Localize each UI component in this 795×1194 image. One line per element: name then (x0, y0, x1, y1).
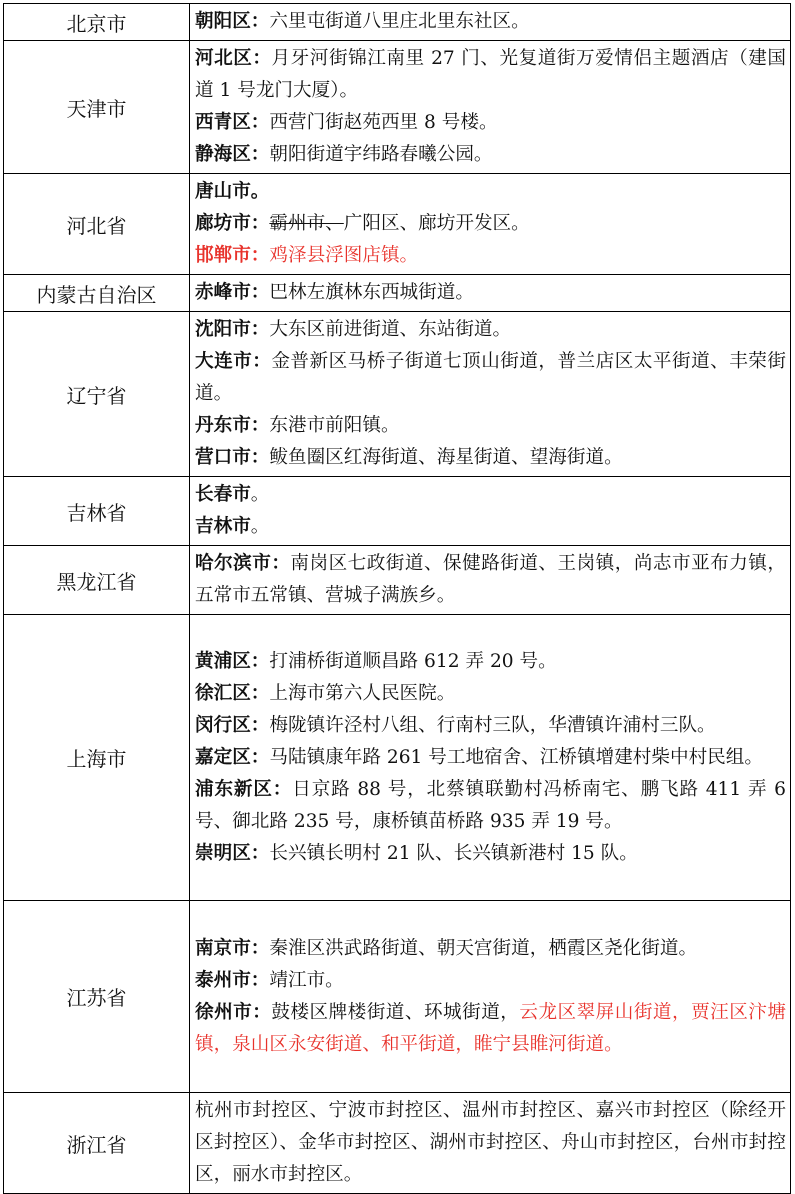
city-label: 朝阳区： (195, 11, 270, 32)
area-text: 秦淮区洪武路街道、朝天宫街道，栖霞区尧化街道。 (269, 937, 698, 959)
city-label: 泰州市： (195, 969, 270, 991)
list-item (195, 139, 786, 171)
table-row (4, 312, 791, 477)
list-item (195, 838, 786, 870)
list-item (195, 742, 786, 774)
table-row (4, 477, 791, 546)
list-item (195, 710, 786, 742)
list-item (195, 314, 786, 346)
city-label: 长春市 (195, 484, 251, 505)
area-text: 梅陇镇许泾村八组、行南村三队，华漕镇许浦村三队。 (269, 714, 716, 736)
region-detail (190, 477, 791, 546)
highlighted-area-text: 云龙区翠屏山街道，贾汪区汴塘镇，泉山区永安街道、和平街道，睢宁县睢河街道。 (195, 1001, 786, 1055)
city-label: 徐汇区： (195, 682, 270, 704)
city-label: 静海区： (195, 144, 270, 165)
table-row (4, 1093, 791, 1194)
city-label: 唐山市。 (195, 181, 270, 202)
region-name: 内蒙古自治区 (4, 275, 190, 312)
list-item (195, 548, 786, 612)
city-label: 沈阳市： (195, 319, 270, 340)
list-item (195, 176, 786, 208)
region-detail (190, 41, 791, 174)
city-label: 邯郸市： (195, 245, 270, 266)
area-text: 南岗区七政街道、保健路街道、王岗镇，尚志市亚布力镇，五常市五常镇、营城子满族乡。 (195, 553, 786, 606)
list-item (195, 997, 786, 1061)
area-text: 金普新区马桥子街道七顶山街道，普兰店区太平街道、丰荣街道。 (195, 351, 786, 404)
city-label: 嘉定区： (195, 746, 270, 768)
list-item (195, 442, 786, 474)
area-text: 六里屯街道八里庄北里东社区。 (269, 11, 530, 32)
region-table (3, 3, 791, 1194)
list-item (195, 208, 786, 240)
area-text: 。 (250, 484, 270, 505)
list-item (195, 1095, 786, 1191)
area-text: 鲅鱼圈区红海街道、海星街道、望海街道。 (269, 447, 623, 468)
area-text: 靖江市。 (269, 969, 344, 991)
list-item (195, 240, 786, 272)
city-label: 西青区： (195, 112, 270, 133)
region-name: 浙江省 (4, 1093, 190, 1194)
list-item (195, 43, 786, 107)
table-row (4, 546, 791, 615)
city-label: 浦东新区： (195, 778, 293, 800)
region-detail (190, 312, 791, 477)
city-label: 黄浦区： (195, 650, 270, 672)
city-label: 廊坊市： (195, 213, 270, 234)
region-name: 辽宁省 (4, 312, 190, 477)
area-text: 西营门街赵苑西里 8 号楼。 (269, 112, 498, 133)
struck-text: 霸州市、 (269, 213, 344, 234)
region-detail (190, 546, 791, 615)
city-label: 南京市： (195, 937, 270, 959)
list-item (195, 479, 786, 511)
city-label: 营口市： (195, 447, 270, 468)
city-label: 崇明区： (195, 842, 270, 864)
city-label: 河北区： (195, 48, 272, 69)
region-detail (190, 4, 791, 41)
area-text: 鸡泽县浮图店镇。 (269, 245, 419, 266)
city-label: 大连市： (195, 351, 272, 372)
area-text: 东港市前阳镇。 (269, 415, 400, 436)
region-name: 江苏省 (4, 901, 190, 1093)
area-text: 广阳区、廊坊开发区。 (343, 213, 530, 234)
region-detail (190, 615, 791, 901)
area-text: 。 (250, 516, 270, 537)
table-row (4, 41, 791, 174)
area-text: 日京路 88 号，北蔡镇联勤村冯桥南宅、鹏飞路 411 弄 6 号、御北路 235 号，康桥镇苗桥路 935 弄 19 号。 (195, 778, 786, 832)
table-row (4, 275, 791, 312)
region-name: 北京市 (4, 4, 190, 41)
list-item (195, 107, 786, 139)
region-detail (190, 901, 791, 1093)
city-label: 吉林市 (195, 516, 251, 537)
list-item (195, 965, 786, 997)
list-item (195, 774, 786, 838)
region-detail (190, 1093, 791, 1194)
table-row (4, 174, 791, 275)
city-label: 徐州市： (195, 1001, 272, 1023)
list-item (195, 346, 786, 410)
table-row (4, 4, 791, 41)
region-name: 黑龙江省 (4, 546, 190, 615)
list-item (195, 933, 786, 965)
list-item (195, 511, 786, 543)
list-item (195, 6, 786, 38)
region-name: 吉林省 (4, 477, 190, 546)
area-text: 上海市第六人民医院。 (269, 682, 456, 704)
area-text: 杭州市封控区、宁波市封控区、温州市封控区、嘉兴市封控区（除经开区封控区）、金华市封控区、湖州市封控区、舟山市封控区，台州市封控区，丽水市封控区。 (195, 1100, 786, 1185)
list-item (195, 646, 786, 678)
table-row (4, 615, 791, 901)
area-text: 大东区前进街道、东站街道。 (269, 319, 512, 340)
city-label: 闵行区： (195, 714, 270, 736)
region-name: 河北省 (4, 174, 190, 275)
list-item (195, 410, 786, 442)
city-label: 哈尔滨市： (195, 553, 291, 574)
table-row (4, 901, 791, 1093)
region-detail (190, 174, 791, 275)
area-text: 马陆镇康年路 261 号工地宿舍、江桥镇增建村柴中村民组。 (269, 746, 763, 768)
area-text: 巴林左旗林东西城街道。 (269, 282, 474, 303)
list-item (195, 678, 786, 710)
area-text: 长兴镇长明村 21 队、长兴镇新港村 15 队。 (269, 842, 638, 864)
region-detail (190, 275, 791, 312)
city-label: 赤峰市： (195, 282, 270, 303)
region-name: 上海市 (4, 615, 190, 901)
city-label: 丹东市： (195, 415, 270, 436)
list-item (195, 277, 786, 309)
area-text: 朝阳街道宇纬路春曦公园。 (269, 144, 493, 165)
area-text: 打浦桥街道顺昌路 612 弄 20 号。 (269, 650, 557, 672)
region-name: 天津市 (4, 41, 190, 174)
area-text: 鼓楼区牌楼街道、环城街道， (271, 1001, 520, 1023)
area-text: 月牙河街锦江南里 27 门、光复道街万爱情侣主题酒店（建国道 1 号龙门大厦）。 (195, 48, 786, 101)
